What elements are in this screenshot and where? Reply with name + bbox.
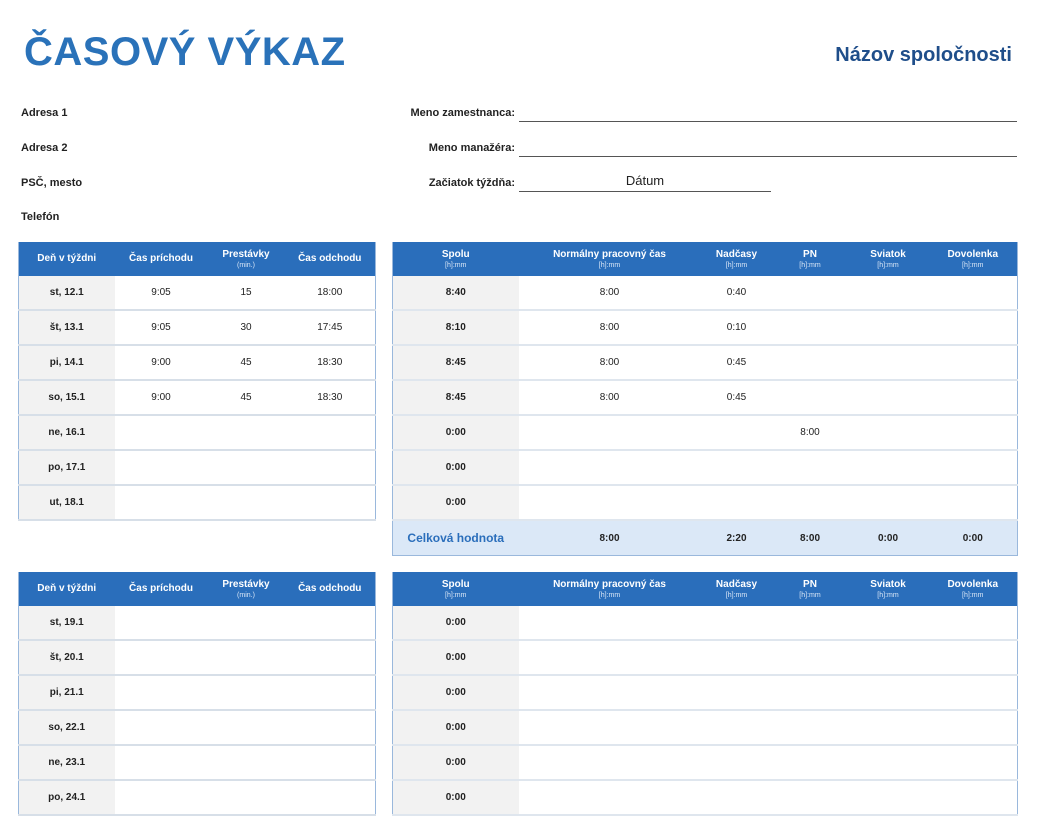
arrival-time-cell[interactable] — [115, 745, 208, 780]
table-header-row — [393, 242, 1018, 276]
total-vacation: 0:00 — [929, 520, 1018, 556]
departure-time-cell[interactable]: 18:00 — [285, 276, 376, 310]
column-header-unit: [h]:mm — [962, 261, 984, 269]
vacation-cell[interactable] — [929, 640, 1018, 675]
table-row — [19, 380, 376, 415]
column-header — [19, 572, 115, 606]
table-header-row — [393, 572, 1018, 606]
regular-hours-cell[interactable]: 8:00 — [519, 310, 701, 345]
employee-name-field[interactable] — [519, 107, 1017, 122]
column-header-unit: [h]:mm — [598, 261, 621, 269]
column-header-unit: [h]:mm — [598, 591, 621, 599]
column-header-label: Nadčasy — [715, 578, 758, 590]
regular-hours-cell[interactable] — [519, 606, 701, 640]
column-header-label: Sviatok — [870, 578, 906, 590]
address-phone: Telefón — [21, 211, 60, 223]
regular-hours-cell[interactable]: 8:00 — [519, 276, 701, 310]
vacation-cell[interactable] — [929, 485, 1018, 520]
arrival-time-cell[interactable] — [115, 415, 208, 450]
table-row — [393, 310, 1018, 345]
day-cell: št, 20.1 — [19, 640, 115, 675]
overtime-cell[interactable] — [701, 606, 773, 640]
column-header-label: PN — [803, 578, 817, 590]
column-header-label: Sviatok — [870, 248, 906, 260]
column-header — [519, 572, 701, 606]
holiday-cell[interactable] — [848, 380, 929, 415]
arrival-time-cell[interactable] — [115, 780, 208, 815]
table-row — [19, 485, 376, 520]
total-overtime: 2:20 — [701, 520, 773, 556]
column-header-label: Prestávky — [222, 578, 270, 590]
table-row — [19, 345, 376, 380]
vacation-cell[interactable] — [929, 710, 1018, 745]
column-header-label: Čas príchodu — [129, 583, 193, 594]
column-header-label: Čas odchodu — [298, 583, 362, 594]
table-row — [19, 415, 376, 450]
sick-leave-cell[interactable] — [773, 710, 848, 745]
column-header — [285, 572, 376, 606]
column-header-label: Prestávky — [222, 248, 270, 260]
vacation-cell[interactable] — [929, 450, 1018, 485]
sick-leave-cell[interactable] — [773, 745, 848, 780]
total-regular-hours: 8:00 — [519, 520, 701, 556]
total-hours-cell: 0:00 — [393, 485, 519, 520]
arrival-time-cell[interactable]: 9:05 — [115, 276, 208, 310]
total-hours-cell: 0:00 — [393, 745, 519, 780]
column-header — [208, 572, 285, 606]
totals-label: Celková hodnota — [393, 520, 519, 556]
total-hours-cell: 8:45 — [393, 345, 519, 380]
holiday-cell[interactable] — [848, 310, 929, 345]
holiday-cell[interactable] — [848, 710, 929, 745]
vacation-cell[interactable] — [929, 415, 1018, 450]
vacation-cell[interactable] — [929, 606, 1018, 640]
arrival-time-cell[interactable]: 9:00 — [115, 380, 208, 415]
departure-time-cell[interactable]: 17:45 — [285, 310, 376, 345]
company-name: Názov spoločnosti — [835, 44, 1012, 66]
holiday-cell[interactable] — [848, 745, 929, 780]
column-header — [115, 572, 208, 606]
day-cell: pi, 21.1 — [19, 675, 115, 710]
table-row — [19, 675, 376, 710]
column-header — [848, 242, 929, 276]
table-row — [19, 606, 376, 640]
table-row — [393, 675, 1018, 710]
sick-leave-cell[interactable] — [773, 380, 848, 415]
overtime-cell[interactable] — [701, 415, 773, 450]
column-header — [208, 242, 285, 276]
column-header-unit: [h]:mm — [725, 261, 748, 269]
holiday-cell[interactable] — [848, 780, 929, 815]
regular-hours-cell[interactable] — [519, 710, 701, 745]
table-row — [393, 485, 1018, 520]
address-line-1: Adresa 1 — [21, 107, 68, 119]
holiday-cell[interactable] — [848, 606, 929, 640]
manager-name-label: Meno manažéra: — [428, 142, 515, 154]
arrival-time-cell[interactable] — [115, 606, 208, 640]
day-cell: so, 22.1 — [19, 710, 115, 745]
arrival-time-cell[interactable] — [115, 710, 208, 745]
breaks-cell[interactable] — [208, 606, 285, 640]
departure-time-cell[interactable] — [285, 675, 376, 710]
day-cell: ne, 16.1 — [19, 415, 115, 450]
arrival-time-cell[interactable] — [115, 640, 208, 675]
column-header — [115, 242, 208, 276]
holiday-cell[interactable] — [848, 415, 929, 450]
vacation-cell[interactable] — [929, 345, 1018, 380]
breaks-cell[interactable] — [208, 710, 285, 745]
regular-hours-cell[interactable] — [519, 450, 701, 485]
employee-name-label: Meno zamestnanca: — [410, 107, 515, 119]
holiday-cell[interactable] — [848, 345, 929, 380]
regular-hours-cell[interactable] — [519, 675, 701, 710]
departure-time-cell[interactable] — [285, 710, 376, 745]
address-city: PSČ, mesto — [21, 177, 83, 189]
overtime-cell[interactable]: 0:10 — [701, 310, 773, 345]
regular-hours-cell[interactable] — [519, 745, 701, 780]
week2-hours-summary-table — [392, 572, 1018, 816]
manager-name-field[interactable] — [519, 142, 1017, 157]
breaks-cell[interactable]: 15 — [208, 276, 285, 310]
table-header-row — [19, 572, 376, 606]
arrival-time-cell[interactable] — [115, 675, 208, 710]
total-hours-cell: 0:00 — [393, 640, 519, 675]
vacation-cell[interactable] — [929, 780, 1018, 815]
week1-time-entries-table — [18, 242, 376, 521]
vacation-cell[interactable] — [929, 310, 1018, 345]
table-row — [393, 780, 1018, 815]
total-hours-cell: 0:00 — [393, 450, 519, 485]
column-header-unit: [h]:mm — [445, 591, 467, 599]
departure-time-cell[interactable]: 18:30 — [285, 345, 376, 380]
departure-time-cell[interactable] — [285, 780, 376, 815]
day-cell: pi, 14.1 — [19, 345, 115, 380]
column-header-unit: [h]:mm — [962, 591, 984, 599]
table-row — [393, 640, 1018, 675]
table-row — [19, 640, 376, 675]
column-header-unit: [h]:mm — [799, 591, 821, 599]
overtime-cell[interactable]: 0:40 — [701, 276, 773, 310]
holiday-cell[interactable] — [848, 485, 929, 520]
table-row — [393, 276, 1018, 310]
holiday-cell[interactable] — [848, 276, 929, 310]
column-header — [773, 242, 848, 276]
vacation-cell[interactable] — [929, 745, 1018, 780]
sick-leave-cell[interactable] — [773, 276, 848, 310]
table-row — [19, 450, 376, 485]
breaks-cell[interactable] — [208, 415, 285, 450]
column-header-unit: [h]:mm — [799, 261, 821, 269]
table-row — [393, 450, 1018, 485]
column-header — [848, 572, 929, 606]
overtime-cell[interactable] — [701, 780, 773, 815]
week-start-label: Začiatok týždňa: — [428, 177, 515, 189]
total-hours-cell: 0:00 — [393, 710, 519, 745]
overtime-cell[interactable] — [701, 485, 773, 520]
table-row — [19, 276, 376, 310]
total-hours-cell: 0:00 — [393, 675, 519, 710]
regular-hours-cell[interactable] — [519, 640, 701, 675]
table-row — [393, 345, 1018, 380]
breaks-cell[interactable] — [208, 745, 285, 780]
totals-row — [393, 520, 1018, 556]
week1-hours-summary-table — [392, 242, 1018, 556]
arrival-time-cell[interactable] — [115, 485, 208, 520]
departure-time-cell[interactable] — [285, 415, 376, 450]
total-sick-leave: 8:00 — [773, 520, 848, 556]
column-header-unit: [h]:mm — [725, 591, 748, 599]
column-header — [393, 572, 519, 606]
day-cell: ne, 23.1 — [19, 745, 115, 780]
departure-time-cell[interactable] — [285, 450, 376, 485]
total-hours-cell: 8:40 — [393, 276, 519, 310]
breaks-cell[interactable] — [208, 675, 285, 710]
holiday-cell[interactable] — [848, 450, 929, 485]
column-header — [701, 242, 773, 276]
holiday-cell[interactable] — [848, 640, 929, 675]
overtime-cell[interactable]: 0:45 — [701, 380, 773, 415]
departure-time-cell[interactable] — [285, 640, 376, 675]
total-hours-cell: 8:10 — [393, 310, 519, 345]
vacation-cell[interactable] — [929, 276, 1018, 310]
column-header-label: Čas odchodu — [298, 253, 362, 264]
column-header — [773, 572, 848, 606]
day-cell: st, 12.1 — [19, 276, 115, 310]
regular-hours-cell[interactable]: 8:00 — [519, 380, 701, 415]
sick-leave-cell[interactable] — [773, 310, 848, 345]
vacation-cell[interactable] — [929, 675, 1018, 710]
table-row — [19, 310, 376, 345]
breaks-cell[interactable]: 30 — [208, 310, 285, 345]
table-row — [19, 745, 376, 780]
vacation-cell[interactable] — [929, 380, 1018, 415]
column-header-label: Deň v týždni — [37, 253, 97, 264]
overtime-cell[interactable] — [701, 450, 773, 485]
table-row — [393, 606, 1018, 640]
day-cell: so, 15.1 — [19, 380, 115, 415]
column-header — [929, 572, 1018, 606]
column-header-unit: [h]:mm — [877, 591, 899, 599]
column-header — [393, 242, 519, 276]
column-header-unit: [h]:mm — [877, 261, 899, 269]
column-header-label: Spolu — [441, 578, 470, 590]
week-start-value: Dátum — [625, 173, 665, 188]
table-row — [393, 745, 1018, 780]
total-holiday: 0:00 — [848, 520, 929, 556]
column-header-label: Čas príchodu — [129, 253, 193, 264]
day-cell: po, 24.1 — [19, 780, 115, 815]
holiday-cell[interactable] — [848, 675, 929, 710]
column-header — [19, 242, 115, 276]
column-header-label: Normálny pracovný čas — [553, 248, 666, 260]
departure-time-cell[interactable]: 18:30 — [285, 380, 376, 415]
column-header-unit: (min.) — [237, 261, 255, 269]
table-row — [393, 710, 1018, 745]
column-header — [519, 242, 701, 276]
sick-leave-cell[interactable] — [773, 345, 848, 380]
breaks-cell[interactable] — [208, 485, 285, 520]
breaks-cell[interactable] — [208, 780, 285, 815]
column-header-label: Deň v týždni — [37, 583, 97, 594]
page-title: ČASOVÝ VÝKAZ — [24, 30, 346, 74]
table-row — [393, 415, 1018, 450]
breaks-cell[interactable]: 45 — [208, 380, 285, 415]
breaks-cell[interactable] — [208, 640, 285, 675]
sick-leave-cell[interactable] — [773, 606, 848, 640]
departure-time-cell[interactable] — [285, 485, 376, 520]
sick-leave-cell[interactable] — [773, 780, 848, 815]
column-header-unit: (min.) — [237, 591, 255, 599]
table-row — [393, 380, 1018, 415]
table-header-row — [19, 242, 376, 276]
sick-leave-cell[interactable]: 8:00 — [773, 415, 848, 450]
breaks-cell[interactable]: 45 — [208, 345, 285, 380]
sick-leave-cell[interactable] — [773, 640, 848, 675]
total-hours-cell: 0:00 — [393, 415, 519, 450]
column-header-label: Dovolenka — [947, 248, 999, 260]
table-row — [19, 710, 376, 745]
departure-time-cell[interactable] — [285, 745, 376, 780]
week2-time-entries-table — [18, 572, 376, 816]
address-line-2: Adresa 2 — [21, 142, 68, 154]
overtime-cell[interactable] — [701, 745, 773, 780]
total-hours-cell: 0:00 — [393, 780, 519, 815]
day-cell: ut, 18.1 — [19, 485, 115, 520]
overtime-cell[interactable]: 0:45 — [701, 345, 773, 380]
column-header — [285, 242, 376, 276]
day-cell: št, 13.1 — [19, 310, 115, 345]
regular-hours-cell[interactable] — [519, 415, 701, 450]
day-cell: st, 19.1 — [19, 606, 115, 640]
regular-hours-cell[interactable]: 8:00 — [519, 345, 701, 380]
overtime-cell[interactable] — [701, 675, 773, 710]
table-row — [19, 780, 376, 815]
total-hours-cell: 0:00 — [393, 606, 519, 640]
sick-leave-cell[interactable] — [773, 450, 848, 485]
column-header-label: Nadčasy — [715, 248, 758, 260]
sick-leave-cell[interactable] — [773, 675, 848, 710]
arrival-time-cell[interactable] — [115, 450, 208, 485]
column-header-label: Dovolenka — [947, 578, 999, 590]
breaks-cell[interactable] — [208, 450, 285, 485]
column-header-label: Normálny pracovný čas — [553, 578, 666, 590]
regular-hours-cell[interactable] — [519, 485, 701, 520]
column-header-unit: [h]:mm — [445, 261, 467, 269]
overtime-cell[interactable] — [701, 710, 773, 745]
day-cell: po, 17.1 — [19, 450, 115, 485]
arrival-time-cell[interactable]: 9:05 — [115, 310, 208, 345]
column-header — [929, 242, 1018, 276]
overtime-cell[interactable] — [701, 640, 773, 675]
total-hours-cell: 8:45 — [393, 380, 519, 415]
departure-time-cell[interactable] — [285, 606, 376, 640]
column-header-label: Spolu — [441, 248, 470, 260]
arrival-time-cell[interactable]: 9:00 — [115, 345, 208, 380]
regular-hours-cell[interactable] — [519, 780, 701, 815]
column-header-label: PN — [803, 248, 817, 260]
column-header — [701, 572, 773, 606]
sick-leave-cell[interactable] — [773, 485, 848, 520]
